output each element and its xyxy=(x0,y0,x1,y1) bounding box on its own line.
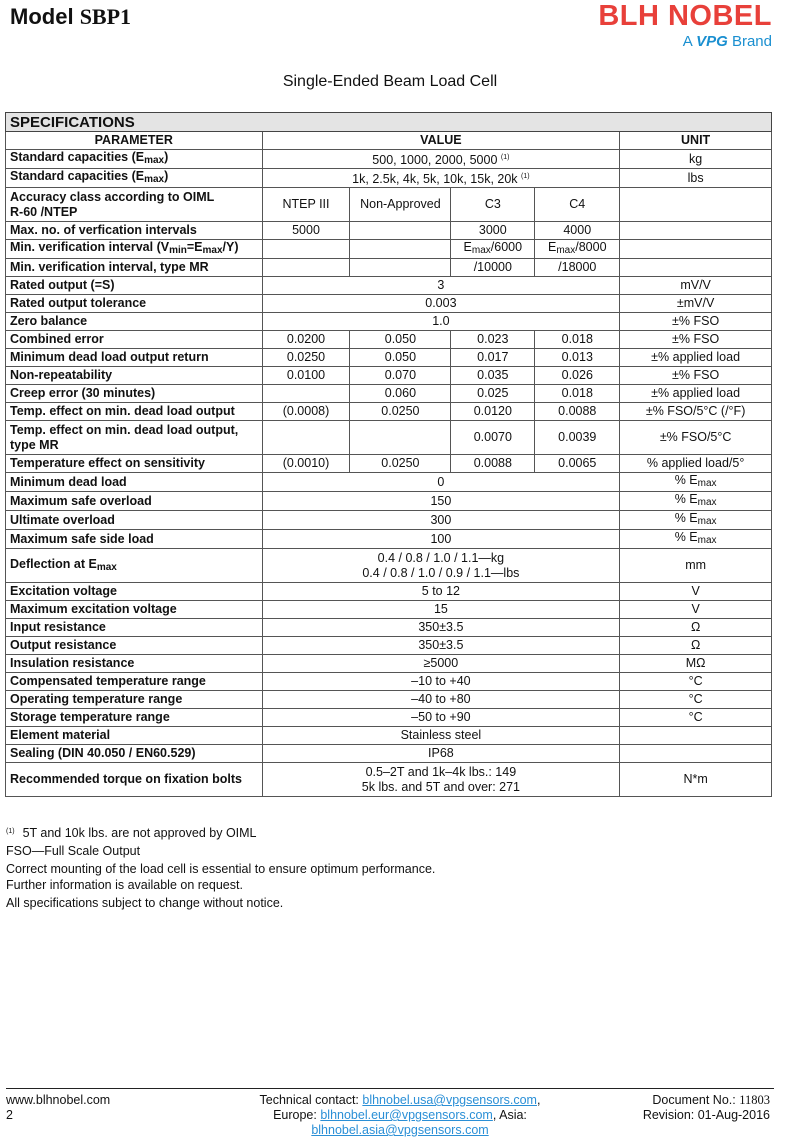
value-cell: 0.0120 xyxy=(451,403,535,421)
parameter-cell: Accuracy class according to OIML R-60 /NTEP xyxy=(6,188,263,222)
header-value: VALUE xyxy=(262,132,620,150)
unit-cell: Ω xyxy=(620,637,772,655)
unit-cell: Ω xyxy=(620,619,772,637)
value-cell: 0.023 xyxy=(451,331,535,349)
value-cell: 5 to 12 xyxy=(262,583,620,601)
parameter-cell: Combined error xyxy=(6,331,263,349)
parameter-cell: Compensated temperature range xyxy=(6,673,263,691)
unit-cell: °C xyxy=(620,709,772,727)
value-cell: 0.0039 xyxy=(535,421,620,455)
page-number: 2 xyxy=(6,1108,13,1122)
tech-email-link[interactable]: blhnobel.usa@vpgsensors.com xyxy=(362,1093,537,1107)
value-cell: NTEP III xyxy=(262,188,350,222)
value-cell: 0.003 xyxy=(262,295,620,313)
mounting-note xyxy=(6,861,435,893)
document-subtitle: Single-Ended Beam Load Cell xyxy=(282,73,498,90)
unit-cell: ±% FSO xyxy=(620,331,772,349)
table-row xyxy=(6,549,772,583)
fso-note: FSO—Full Scale Output xyxy=(6,844,141,858)
parameter-cell: Maximum safe overload xyxy=(6,492,263,511)
value-cell: –40 to +80 xyxy=(262,691,620,709)
revision: Revision: 01-Aug-2016 xyxy=(642,1108,770,1122)
value-cell: 0.017 xyxy=(451,349,535,367)
website-link[interactable]: www.blhnobel.com xyxy=(6,1093,111,1107)
unit-cell xyxy=(620,222,772,240)
unit-cell: % $E_{max}$ xyxy=(620,473,772,492)
table-row xyxy=(6,222,772,240)
parameter-cell: Input resistance xyxy=(6,619,263,637)
table-row xyxy=(6,619,772,637)
value-cell xyxy=(350,240,451,259)
value-cell: ≥5000 xyxy=(262,655,620,673)
table-row xyxy=(6,530,772,549)
mounting-note-line2: Further information is available on request. xyxy=(6,878,243,892)
unit-cell: V xyxy=(620,601,772,619)
parameter-cell: Minimum dead load output return xyxy=(6,349,263,367)
footer-divider xyxy=(6,1088,774,1089)
unit-cell: ±% applied load xyxy=(620,349,772,367)
table-row xyxy=(6,421,772,455)
asia-label: , Asia: xyxy=(492,1108,527,1122)
disclaimer: All specifications subject to change without notice. xyxy=(6,896,284,910)
value-cell: (0.0010) xyxy=(262,455,350,473)
table-row xyxy=(6,691,772,709)
unit-cell: ±mV/V xyxy=(620,295,772,313)
parameter-cell: Rated output (=S) xyxy=(6,277,263,295)
value-cell: 0.050 xyxy=(350,349,451,367)
model-label: Model xyxy=(10,4,74,29)
parameter-cell: Creep error (30 minutes) xyxy=(6,385,263,403)
value-cell: 0.4 / 0.8 / 1.0 / 1.1—kg 0.4 / 0.8 / 1.0 / 0.9 / 1.1—lbs xyxy=(262,549,620,583)
table-row xyxy=(6,331,772,349)
table-row xyxy=(6,655,772,673)
parameter-cell: Insulation resistance xyxy=(6,655,263,673)
parameter-cell: Storage temperature range xyxy=(6,709,263,727)
unit-cell: ±% FSO/5°C xyxy=(620,421,772,455)
value-cell: –50 to +90 xyxy=(262,709,620,727)
value-cell: 0.0250 xyxy=(262,349,350,367)
value-cell: Stainless steel xyxy=(262,727,620,745)
value-cell xyxy=(262,421,350,455)
brand-tagline-post: Brand xyxy=(731,33,772,50)
value-cell: 100 xyxy=(262,530,620,549)
unit-cell: lbs xyxy=(620,169,772,188)
table-row xyxy=(6,473,772,492)
unit-cell xyxy=(620,727,772,745)
value-cell: 1.0 xyxy=(262,313,620,331)
parameter-cell: Temperature effect on sensitivity xyxy=(6,455,263,473)
table-row xyxy=(6,709,772,727)
table-row xyxy=(6,169,772,188)
table-row xyxy=(6,259,772,277)
parameter-cell: Deflection at $E_{max}$ xyxy=(6,549,263,583)
value-cell: /10000 xyxy=(451,259,535,277)
value-cell: /18000 xyxy=(535,259,620,277)
value-cell: 500, 1000, 2000, 5000 $^{(1)}$ xyxy=(262,150,620,169)
parameter-cell: Temp. effect on min. dead load output, type MR xyxy=(6,421,263,455)
parameter-cell: Standard capacities $(E_{max})$ xyxy=(6,150,263,169)
unit-cell: ±% FSO xyxy=(620,367,772,385)
table-row xyxy=(6,511,772,530)
table-row xyxy=(6,295,772,313)
value-cell: C3 xyxy=(451,188,535,222)
value-cell: 0.0088 xyxy=(535,403,620,421)
parameter-cell: Max. no. of verfication intervals xyxy=(6,222,263,240)
footer-contacts: Technical contact: blhnobel.usa@vpgsensors.com, Europe: blhnobel.eur@vpgsensors.com, Asia: blhnobel.asia@vpgsensors.com xyxy=(259,1093,541,1137)
specifications-table xyxy=(5,112,772,797)
table-row xyxy=(6,637,772,655)
parameter-cell: Standard capacities $(E_{max})$ xyxy=(6,169,263,188)
parameter-cell: Maximum safe side load xyxy=(6,530,263,549)
table-row xyxy=(6,763,772,797)
unit-cell xyxy=(620,240,772,259)
value-cell: 0.025 xyxy=(451,385,535,403)
value-cell: 3000 xyxy=(451,222,535,240)
document-number: 11803 xyxy=(739,1093,770,1107)
value-cell: C4 xyxy=(535,188,620,222)
unit-cell: °C xyxy=(620,673,772,691)
table-row xyxy=(6,349,772,367)
parameter-cell: Rated output tolerance xyxy=(6,295,263,313)
parameter-cell: Non-repeatability xyxy=(6,367,263,385)
table-row xyxy=(6,492,772,511)
value-cell: 0.0250 xyxy=(350,455,451,473)
value-cell: 0 xyxy=(262,473,620,492)
value-cell: IP68 xyxy=(262,745,620,763)
value-cell: 0.5–2T and 1k–4k lbs.: 149 5k lbs. and 5T and over: 271 xyxy=(262,763,620,797)
notes xyxy=(6,824,435,913)
brand-tagline-pre: A xyxy=(682,33,692,50)
footer-right xyxy=(643,1093,770,1123)
value-cell: 0.013 xyxy=(535,349,620,367)
value-cell: 0.026 xyxy=(535,367,620,385)
unit-cell: mV/V xyxy=(620,277,772,295)
value-cell: 350±3.5 xyxy=(262,637,620,655)
value-cell xyxy=(262,240,350,259)
value-cell: 0.018 xyxy=(535,385,620,403)
model-name: SBP1 xyxy=(79,4,132,29)
unit-cell: % $E_{max}$ xyxy=(620,511,772,530)
value-cell xyxy=(262,385,350,403)
value-cell xyxy=(350,222,451,240)
unit-cell xyxy=(620,259,772,277)
brand-logo xyxy=(598,0,772,51)
europe-email-link[interactable]: blhnobel.eur@vpgsensors.com xyxy=(320,1108,493,1122)
value-cell: $E_{max}/8000$ xyxy=(535,240,620,259)
brand-tagline xyxy=(598,33,772,51)
header-unit: UNIT xyxy=(620,132,772,150)
unit-cell: % $E_{max}$ xyxy=(620,530,772,549)
parameter-cell: Operating temperature range xyxy=(6,691,263,709)
parameter-cell: Maximum excitation voltage xyxy=(6,601,263,619)
table-title-row xyxy=(6,113,772,132)
value-cell: –10 to +40 xyxy=(262,673,620,691)
value-cell: 350±3.5 xyxy=(262,619,620,637)
document-number-label: Document No.: xyxy=(652,1093,740,1107)
value-cell: (0.0008) xyxy=(262,403,350,421)
parameter-cell: Temp. effect on min. dead load output xyxy=(6,403,263,421)
value-cell: 3 xyxy=(262,277,620,295)
parameter-cell: Recommended torque on fixation bolts xyxy=(6,763,263,797)
unit-cell xyxy=(620,745,772,763)
model-title xyxy=(10,4,131,30)
table-row xyxy=(6,601,772,619)
value-cell: 0.018 xyxy=(535,331,620,349)
asia-email-link[interactable]: blhnobel.asia@vpgsensors.com xyxy=(311,1123,489,1137)
unit-cell: % $E_{max}$ xyxy=(620,492,772,511)
value-cell: 0.050 xyxy=(350,331,451,349)
value-cell: Non-Approved xyxy=(350,188,451,222)
unit-cell: MΩ xyxy=(620,655,772,673)
tech-contact-label: Technical contact: xyxy=(259,1093,363,1107)
value-cell xyxy=(350,421,451,455)
parameter-cell: Min. verification interval, type MR xyxy=(6,259,263,277)
value-cell: $E_{max}/6000$ xyxy=(451,240,535,259)
parameter-cell: Sealing (DIN 40.050 / EN60.529) xyxy=(6,745,263,763)
unit-cell: kg xyxy=(620,150,772,169)
value-cell: 1k, 2.5k, 4k, 5k, 10k, 15k, 20k $^{(1)}$ xyxy=(262,169,620,188)
unit-cell: ±% FSO/5°C (/°F) xyxy=(620,403,772,421)
table-row xyxy=(6,745,772,763)
value-cell: 300 xyxy=(262,511,620,530)
value-cell: 0.0065 xyxy=(535,455,620,473)
unit-cell: V xyxy=(620,583,772,601)
unit-cell xyxy=(620,188,772,222)
mounting-note-line1: Correct mounting of the load cell is essential to ensure optimum performance. xyxy=(6,862,436,876)
value-cell: 0.0250 xyxy=(350,403,451,421)
europe-label: Europe: xyxy=(273,1108,321,1122)
table-header-row xyxy=(6,132,772,150)
table-row xyxy=(6,150,772,169)
parameter-cell: Minimum dead load xyxy=(6,473,263,492)
unit-cell: ±% FSO xyxy=(620,313,772,331)
unit-cell: °C xyxy=(620,691,772,709)
table-row xyxy=(6,313,772,331)
value-cell: 4000 xyxy=(535,222,620,240)
table-row xyxy=(6,240,772,259)
parameter-cell: Excitation voltage xyxy=(6,583,263,601)
footer-left xyxy=(6,1093,110,1123)
table-row xyxy=(6,727,772,745)
unit-cell: ±% applied load xyxy=(620,385,772,403)
value-cell: 0.0088 xyxy=(451,455,535,473)
value-cell: 0.0200 xyxy=(262,331,350,349)
value-cell: 0.0100 xyxy=(262,367,350,385)
unit-cell: N*m xyxy=(620,763,772,797)
vpg-logo: VPG xyxy=(696,33,728,50)
table-row xyxy=(6,455,772,473)
footnote-mark: (1) xyxy=(6,828,15,835)
footnote xyxy=(6,824,435,841)
parameter-cell: Ultimate overload xyxy=(6,511,263,530)
table-row xyxy=(6,188,772,222)
value-cell xyxy=(350,259,451,277)
table-row xyxy=(6,277,772,295)
header-parameter: PARAMETER xyxy=(6,132,263,150)
value-cell: 5000 xyxy=(262,222,350,240)
table-row xyxy=(6,673,772,691)
table-title: SPECIFICATIONS xyxy=(6,113,772,132)
brand-name: BLH NOBEL xyxy=(598,0,772,32)
table-row xyxy=(6,583,772,601)
parameter-cell: Element material xyxy=(6,727,263,745)
parameter-cell: Min. verification interval $(V_{min}=E_{max}/Y)$ xyxy=(6,240,263,259)
unit-cell: mm xyxy=(620,549,772,583)
value-cell: 0.035 xyxy=(451,367,535,385)
value-cell: 150 xyxy=(262,492,620,511)
parameter-cell: Output resistance xyxy=(6,637,263,655)
table-row xyxy=(6,385,772,403)
parameter-cell: Zero balance xyxy=(6,313,263,331)
table-row xyxy=(6,367,772,385)
unit-cell: % applied load/5° xyxy=(620,455,772,473)
table-row xyxy=(6,403,772,421)
footnote-text: 5T and 10k lbs. are not approved by OIML xyxy=(22,826,257,840)
value-cell xyxy=(262,259,350,277)
value-cell: 0.0070 xyxy=(451,421,535,455)
value-cell: 15 xyxy=(262,601,620,619)
value-cell: 0.070 xyxy=(350,367,451,385)
value-cell: 0.060 xyxy=(350,385,451,403)
